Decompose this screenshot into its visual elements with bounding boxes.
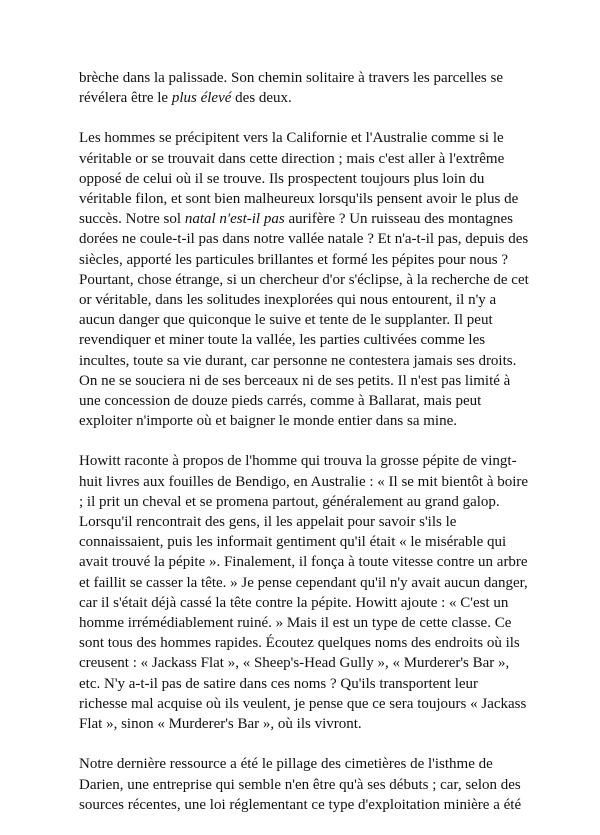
paragraph-2-text-a: Les hommes se précipitent vers la Californie et l'Australie comme si le véritable or se trouvait dans cette direction ; mais c'est aller à l'extrême opposé de celui où il se trouve. Ils prospectent toujours plus loin du véritable filon, et sont bien malheureux lorsqu'ils pensent avoir le plus de succès. Notre sol xyxy=(79,130,519,228)
paragraph-2-text-b: aurifère ? Un ruisseau des montagnes dorées ne coule-t-il pas dans notre vallée natale ? Et n'a-t-il pas, depuis des siècles, apporté les particules brillantes et formé les pépites pour nous ? Pourtant, chose étrange, si un chercheur d'or s'éclipse, à la recherche de cet or véritable, dans les solitudes inexplorées qui nous entourent, il n'y a aucun danger que quiconque le suive et tente de le supplanter. Il peut revendiquer et miner toute la vallée, les parties cultivées comme les incultes, toute sa vie durant, car personne ne contestera jamais ses droits. On ne se souciera ni de ses berceaux ni de ses petits. Il n'est pas limité à une concession de douze pieds carrés, comme à Ballarat, mais peut exploiter n'importe où et baigner le monde entier dans sa mine. xyxy=(79,211,529,430)
paragraph-2 xyxy=(79,128,529,431)
paragraph-2-italic: natal n'est-il pas xyxy=(184,211,285,228)
paragraph-4: Notre dernière ressource a été le pillage des cimetières de l'isthme de Darien, une entreprise qui semble n'en être qu'à ses débuts ; car, selon des sources récentes, une loi réglementant ce type d'exploitation minière a été xyxy=(79,756,522,813)
paragraph-3: Howitt raconte à propos de l'homme qui trouva la grosse pépite de vingt-huit livres aux fouilles de Bendigo, en Australie : « Il se mit bientôt à boire ; il prit un cheval et se promena partout, généralement au grand galop. Lorsqu'il rencontrait des gens, il les appelait pour savoir s'ils le connaissaient, puis les informait gentiment qu'il était « le misérable qui avait trouvé la pépite ». Finalement, il fonça à toute vitesse contre un arbre et faillit se casser la tête. » Je pense cependant qu'il n'y avait aucun danger, car il s'était déjà cassé la tête contre la pépite. Howitt ajoute : « C'est un homme irrémédiablement ruiné. » Mais il est un type de cette classe. Ce sont tous des hommes rapides. Écoutez quelques noms des endroits où ils creusent : « Jackass Flat », « Sheep's-Head Gully », « Murderer's Bar », etc. N'y a-t-il pas de satire dans ces noms ? Qu'ils transportent leur richesse mal acquise où ils veulent, je pense que ce sera toujours « Jackass Flat », sinon « Murderer's Bar », où ils vivront. xyxy=(79,453,529,733)
paragraph-1-italic: plus élevé xyxy=(171,90,232,107)
paragraph-1 xyxy=(79,68,529,108)
paragraph-1-text-b: des deux. xyxy=(231,90,292,107)
paragraph-1-text-a: brèche dans la palissade. Son chemin solitaire à travers les parcelles se révélera être le xyxy=(79,70,504,107)
document-page xyxy=(79,68,529,835)
